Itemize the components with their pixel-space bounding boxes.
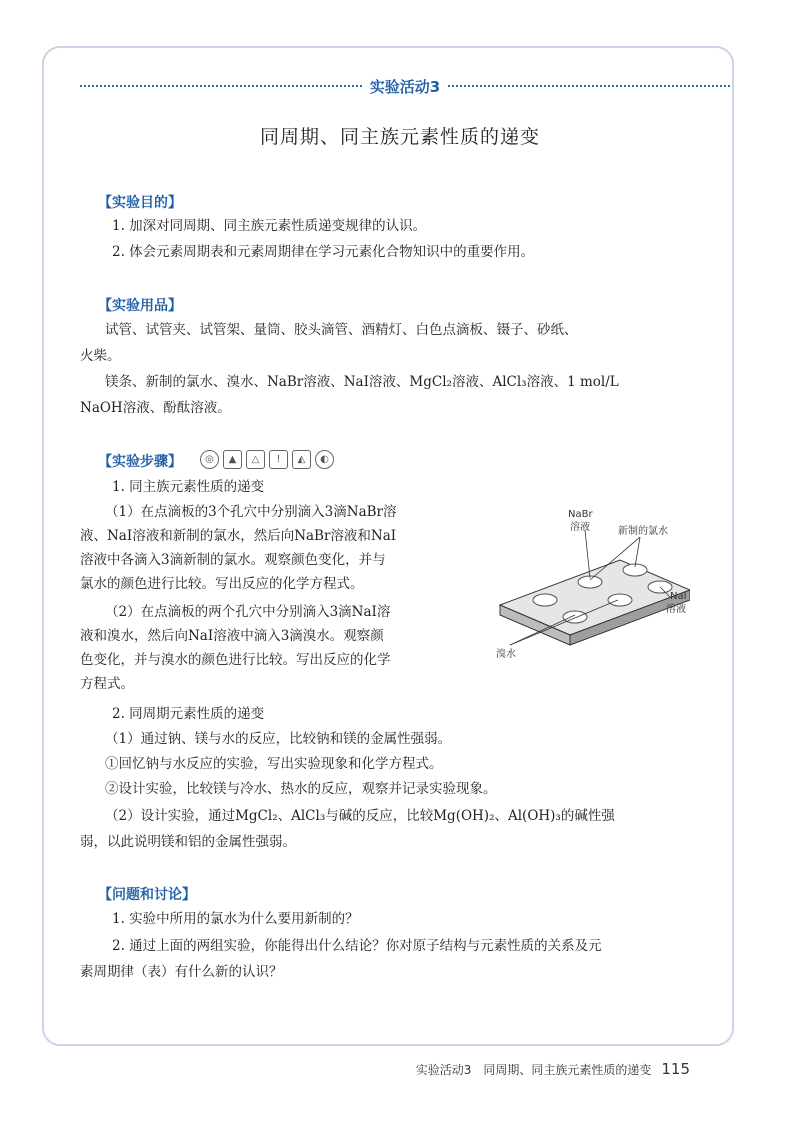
wash-hands-icon: ◐: [315, 450, 334, 469]
materials-line-2: 镁条、新制的氯水、溴水、NaBr溶液、NaI溶液、MgCl₂溶液、AlCl₃溶液、1 mol/L: [105, 374, 619, 390]
purpose-heading: 【实验目的】: [98, 195, 182, 211]
step1-title: 1. 同主族元素性质的递变: [112, 479, 265, 495]
page-footer: [416, 1060, 690, 1078]
steps-heading: 【实验步骤】: [98, 454, 182, 470]
label-nai-solution: 溶液: [666, 604, 686, 615]
activity-header: [80, 72, 730, 100]
discussion-q1: 1. 实验中所用的氯水为什么要用新制的？: [112, 911, 359, 927]
discussion-q2-line1: 2. 通过上面的两组实验，你能得出什么结论？你对原子结构与元素性质的关系及元: [112, 938, 602, 954]
label-bromine-water: 溴水: [496, 649, 516, 660]
step1-p1-line3: 溶液中各滴入3滴新制的氯水。观察颜色变化，并与: [80, 552, 386, 568]
page-title: 同周期、同主族元素性质的递变: [259, 126, 540, 148]
label-nabr-solution: 溶液: [570, 522, 590, 533]
purpose-item-1: 1. 加深对同周期、同主族元素性质递变规律的认识。: [112, 218, 427, 234]
materials-line-1b: 火柴。: [80, 348, 121, 364]
caution-icon: !: [269, 450, 288, 469]
step1-p1-line2: 液、NaI溶液和新制的氯水，然后向NaBr溶液和NaI: [80, 528, 397, 544]
materials-heading: 【实验用品】: [98, 298, 182, 314]
step2-line-5: 弱，以此说明镁和铝的金属性强弱。: [80, 834, 296, 850]
materials-line-2b: NaOH溶液、酚酞溶液。: [80, 400, 231, 416]
flame-icon: ▲: [223, 450, 242, 469]
footer-text: 实验活动3 同周期、同主族元素性质的递变: [415, 1063, 652, 1077]
step1-p2-line1: （2）在点滴板的两个孔穴中分别滴入3滴NaI溶: [105, 604, 391, 620]
safety-icons: [200, 450, 334, 469]
step2-title: 2. 同周期元素性质的递变: [112, 706, 265, 722]
step1-p2-line2: 液和溴水，然后向NaI溶液中滴入3滴溴水。观察颜: [80, 628, 384, 644]
step2-line-4: （2）设计实验，通过MgCl₂、AlCl₃与碱的反应，比较Mg(OH)₂、Al(OH)₃的碱性强: [105, 808, 615, 824]
spot-plate-figure: [490, 505, 690, 665]
hot-icon: △: [246, 450, 265, 469]
label-nabr: NaBr: [568, 509, 593, 520]
dotted-rule-right: [448, 85, 730, 87]
label-nai: NaI: [670, 591, 687, 602]
corrosive-icon: ◭: [292, 450, 311, 469]
goggles-icon: ◎: [200, 450, 219, 469]
page-number: 115: [661, 1060, 690, 1078]
discussion-heading: 【问题和讨论】: [98, 887, 196, 903]
activity-label: 实验活动3: [369, 77, 441, 96]
purpose-item-2: 2. 体会元素周期表和元素周期律在学习元素化合物知识中的重要作用。: [112, 244, 535, 260]
step2-line-2: ①回忆钠与水反应的实验，写出实验现象和化学方程式。: [105, 756, 443, 772]
materials-line-1: 试管、试管夹、试管架、量筒、胶头滴管、酒精灯、白色点滴板、镊子、砂纸、: [105, 322, 578, 338]
step1-p2-line4: 方程式。: [80, 676, 134, 692]
step1-p2-line3: 色变化，并与溴水的颜色进行比较。写出反应的化学: [80, 652, 391, 668]
label-chlorine-water: 新制的氯水: [618, 526, 668, 537]
discussion-q2-line2: 素周期律（表）有什么新的认识？: [80, 964, 283, 980]
step2-line-3: ②设计实验，比较镁与冷水、热水的反应，观察并记录实验现象。: [105, 781, 497, 797]
step1-p1-line1: （1）在点滴板的3个孔穴中分别滴入3滴NaBr溶: [105, 504, 397, 520]
step2-line-1: （1）通过钠、镁与水的反应，比较钠和镁的金属性强弱。: [105, 731, 452, 747]
step1-p1-line4: 氯水的颜色进行比较。写出反应的化学方程式。: [80, 576, 364, 592]
dotted-rule-left: [80, 85, 362, 87]
